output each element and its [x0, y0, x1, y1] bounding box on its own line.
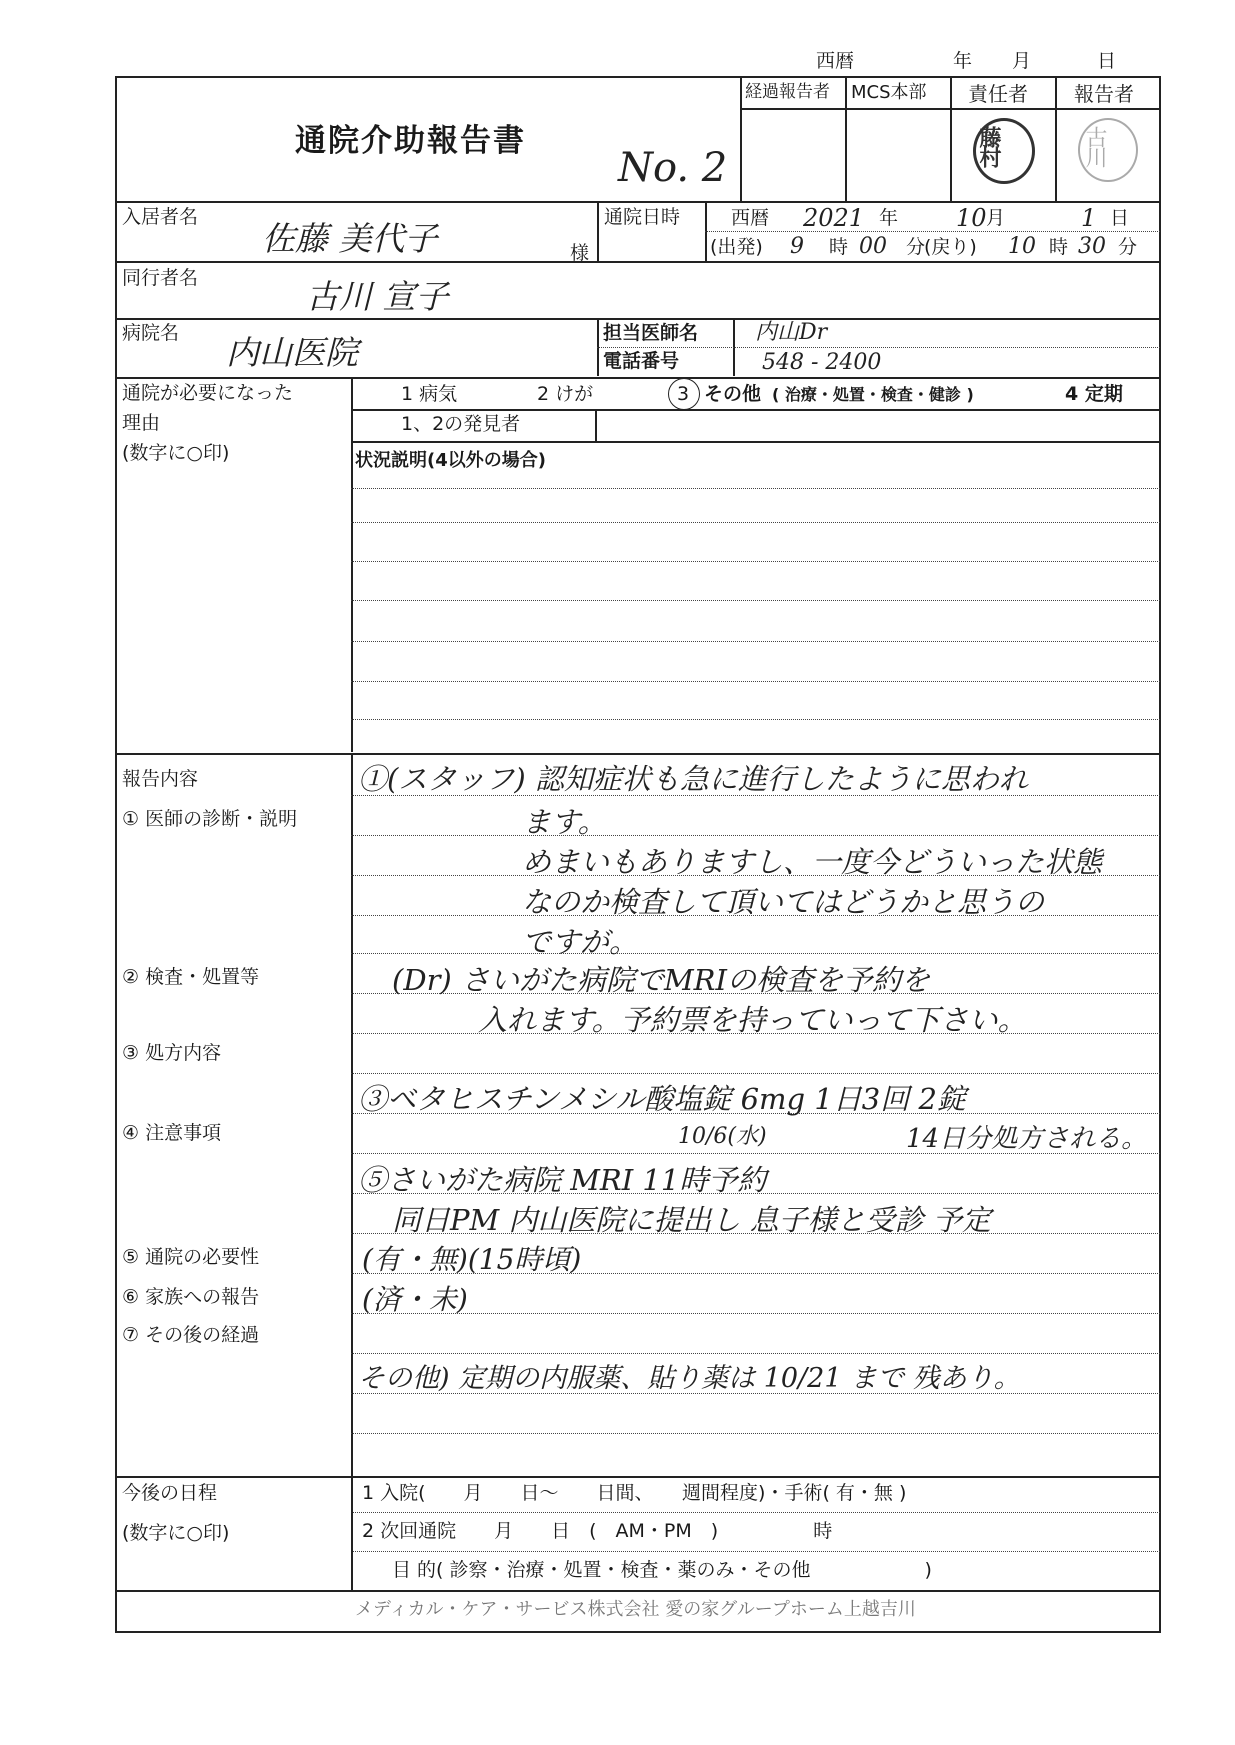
resident-name: 佐藤 美代子 — [262, 219, 438, 258]
visit-year-unit: 年 — [879, 207, 899, 229]
report-line-3: めまいもありますし、一度今どういった状態 — [522, 845, 1103, 879]
hospital-name: 内山医院 — [226, 333, 358, 372]
report-item-family: ⑥ 家族への報告 — [122, 1286, 260, 1308]
companion-label: 同行者名 — [122, 267, 199, 289]
return-min-unit: 分 — [1118, 236, 1138, 258]
report-line-4: なのか検査して頂いてはどうかと思うの — [522, 885, 1045, 919]
phone-label: 電話番号 — [603, 350, 680, 372]
report-line-13: (有・無)(15時頃) — [362, 1243, 582, 1276]
depart-min: 00 — [859, 234, 887, 259]
report-line-11: ⑤さいがた病院 MRI 11時予約 — [358, 1163, 767, 1197]
depart-hour-unit: 時 — [829, 236, 849, 258]
report-item-progress: ⑦ その後の経過 — [122, 1324, 260, 1346]
resident-label: 入居者名 — [122, 206, 199, 228]
visit-year: 2021 — [803, 204, 865, 232]
discoverer-label: 1、2の発見者 — [401, 413, 521, 435]
reason-option-injury: 2 けが — [537, 383, 594, 405]
era-label: 西暦 — [816, 50, 855, 72]
report-item-diagnosis: ① 医師の診断・説明 — [122, 808, 298, 830]
report-line-14: (済・未) — [362, 1283, 468, 1316]
progress-reporter-label: 経過報告者 — [745, 82, 830, 102]
report-item-exam: ② 検査・処置等 — [122, 966, 260, 988]
report-line-12: 同日PM 内山医院に提出し 息子様と受診 予定 — [392, 1203, 991, 1237]
report-line-1: ①(スタッフ) 認知症状も急に進行したように思われ — [358, 762, 1028, 796]
phone-number: 548 - 2400 — [762, 350, 882, 375]
depart-hour: 9 — [790, 234, 804, 259]
reason-option-3-num: 3 — [677, 383, 690, 405]
visit-month: 10 — [956, 204, 987, 232]
year-label: 年 — [953, 50, 973, 72]
reporter-stamp-text: 古川 — [1082, 126, 1107, 166]
schedule-line-admission: 1 入院( 月 日～ 日間、 週間程度)・手術( 有・無 ) — [362, 1482, 907, 1504]
companion-name: 古川 宣子 — [306, 277, 449, 316]
form-number: No. 2 — [618, 145, 728, 191]
reason-option-other: その他 — [704, 383, 762, 405]
report-line-15: その他) 定期の内服薬、貼り薬は 10/21 まで 残あり。 — [358, 1363, 1021, 1394]
reporter-label: 報告者 — [1074, 82, 1134, 106]
day-label: 日 — [1097, 50, 1117, 72]
report-line-5: ですが。 — [522, 925, 639, 959]
depart-label: (出発) — [710, 236, 763, 258]
doctor-label: 担当医師名 — [603, 322, 699, 344]
report-heading: 報告内容 — [122, 768, 199, 790]
depart-min-unit: 分 — [906, 236, 926, 258]
form-title: 通院介助報告書 — [295, 123, 526, 159]
visit-label: 通院日時 — [604, 206, 681, 228]
reason-label-3: (数字に○印) — [122, 442, 230, 464]
responsible-stamp-text: 藤村 — [976, 126, 1001, 166]
return-hour: 10 — [1008, 234, 1036, 259]
reason-option-other-detail: ( 治療・処置・検査・健診 ) — [772, 385, 974, 404]
doctor-name: 内山Dr — [755, 320, 828, 345]
report-line-2: ます。 — [522, 805, 607, 839]
return-hour-unit: 時 — [1049, 236, 1069, 258]
reason-label-1: 通院が必要になった — [122, 382, 294, 404]
report-item-notes: ④ 注意事項 — [122, 1122, 222, 1144]
visit-day: 1 — [1081, 204, 1097, 232]
resident-honorific: 様 — [570, 242, 590, 264]
schedule-label-1: 今後の日程 — [122, 1482, 218, 1504]
return-min: 30 — [1078, 234, 1106, 259]
report-line-9: 10/6(水) — [678, 1124, 767, 1149]
report-line-8: ③ベタヒスチンメシル酸塩錠 6mg 1日3回 2錠 — [358, 1082, 966, 1116]
return-label: (戻り) — [924, 236, 977, 258]
month-label: 月 — [1012, 50, 1032, 72]
report-item-prescription: ③ 処方内容 — [122, 1042, 222, 1064]
report-item-necessity: ⑤ 通院の必要性 — [122, 1246, 260, 1268]
reason-label-2: 理由 — [122, 412, 161, 434]
report-line-7: 入れます。予約票を持っていって下さい。 — [478, 1003, 1027, 1037]
reason-option-regular: 4 定期 — [1065, 383, 1123, 405]
situation-label: 状況説明(4以外の場合) — [355, 450, 546, 471]
report-line-6: (Dr) さいがた病院でMRIの検査を予約を — [392, 963, 930, 997]
schedule-line-purpose: 目 的( 診察・治療・処置・検査・薬のみ・その他 ) — [392, 1559, 932, 1581]
visit-month-unit: 月 — [986, 207, 1006, 229]
mcs-hq-label: MCS本部 — [851, 82, 927, 103]
schedule-label-2: (数字に○印) — [122, 1522, 230, 1544]
reason-option-illness: 1 病気 — [401, 383, 458, 405]
hospital-label: 病院名 — [122, 322, 180, 344]
schedule-line-next-visit: 2 次回通院 月 日 ( AM・PM ) 時 — [362, 1520, 833, 1542]
visit-day-unit: 日 — [1110, 207, 1130, 229]
company-footer: メディカル・ケア・サービス株式会社 愛の家グループホーム上越吉川 — [355, 1599, 916, 1620]
visit-era: 西暦 — [731, 207, 770, 229]
responsible-label: 責任者 — [968, 82, 1028, 106]
report-line-10: 14日分処方される。 — [906, 1124, 1148, 1154]
